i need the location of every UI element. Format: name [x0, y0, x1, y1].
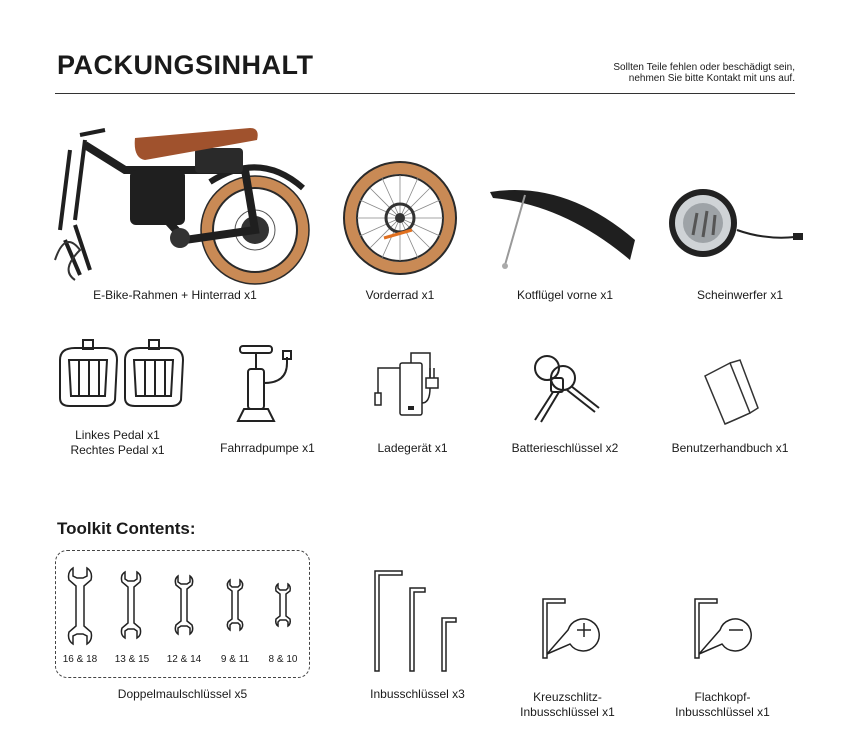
flathead-key-icon	[692, 596, 757, 666]
headlight-icon	[665, 185, 810, 265]
flathead-key-label-line-2: Inbusschlüssel x1	[675, 705, 770, 719]
pedal-right-label: Rechtes Pedal x1	[70, 443, 165, 457]
wrench-label: Doppelmaulschlüssel x5	[117, 687, 248, 701]
item-label-pump: Fahrradpumpe x1	[220, 441, 315, 455]
notice-line-2: nehmen Sie bitte Kontakt mit uns auf.	[628, 73, 795, 84]
front-wheel-icon	[342, 160, 458, 276]
pedals-icon	[55, 340, 190, 410]
wrench-9-11-icon	[226, 578, 244, 632]
flathead-key-label-line-1: Flachkopf-	[694, 690, 751, 704]
phillips-key-label-line-1: Kreuzschlitz-	[533, 690, 602, 704]
item-label-charger: Ladegerät x1	[377, 441, 448, 455]
hex-keys-label: Inbusschlüssel x3	[370, 687, 465, 701]
hex-keys-icon	[370, 568, 465, 673]
manual-icon	[700, 358, 760, 428]
item-label-battery-keys: Batterieschlüssel x2	[511, 441, 619, 455]
wrench-size-label: 16 & 18	[62, 654, 98, 665]
wrench-13-15-icon	[120, 570, 142, 640]
item-label-manual: Benutzerhandbuch x1	[671, 441, 789, 455]
item-label-ebike-frame: E-Bike-Rahmen + Hinterrad x1	[93, 288, 257, 302]
ebike-frame-icon	[45, 110, 315, 285]
battery-keys-icon	[525, 350, 605, 430]
wrench-16-18-icon	[67, 566, 93, 646]
pump-icon	[232, 343, 297, 428]
wrench-size-label: 8 & 10	[268, 654, 298, 665]
pedal-left-label: Linkes Pedal x1	[75, 428, 160, 442]
item-label-fender: Kotflügel vorne x1	[516, 288, 614, 302]
toolkit-title: Toolkit Contents:	[57, 519, 196, 538]
wrench-size-label: 9 & 11	[220, 654, 250, 665]
wrench-size-label: 13 & 15	[114, 654, 150, 665]
wrench-8-10-icon	[275, 582, 291, 628]
phillips-key-label	[505, 690, 630, 720]
item-label-front-wheel: Vorderrad x1	[365, 288, 435, 302]
wrench-12-14-icon	[174, 574, 194, 636]
phillips-key-icon	[540, 596, 605, 666]
item-label-pedals	[50, 428, 185, 458]
missing-parts-notice	[613, 62, 795, 84]
charger-icon	[370, 348, 455, 423]
item-label-headlight: Scheinwerfer x1	[696, 288, 784, 302]
notice-line-1: Sollten Teile fehlen oder beschädigt sein,	[613, 62, 795, 73]
phillips-key-label-line-2: Inbusschlüssel x1	[520, 705, 615, 719]
page-title: PACKUNGSINHALT	[57, 50, 314, 80]
fender-icon	[485, 180, 645, 270]
header-divider	[55, 93, 795, 94]
flathead-key-label	[660, 690, 785, 720]
wrench-size-label: 12 & 14	[166, 654, 202, 665]
